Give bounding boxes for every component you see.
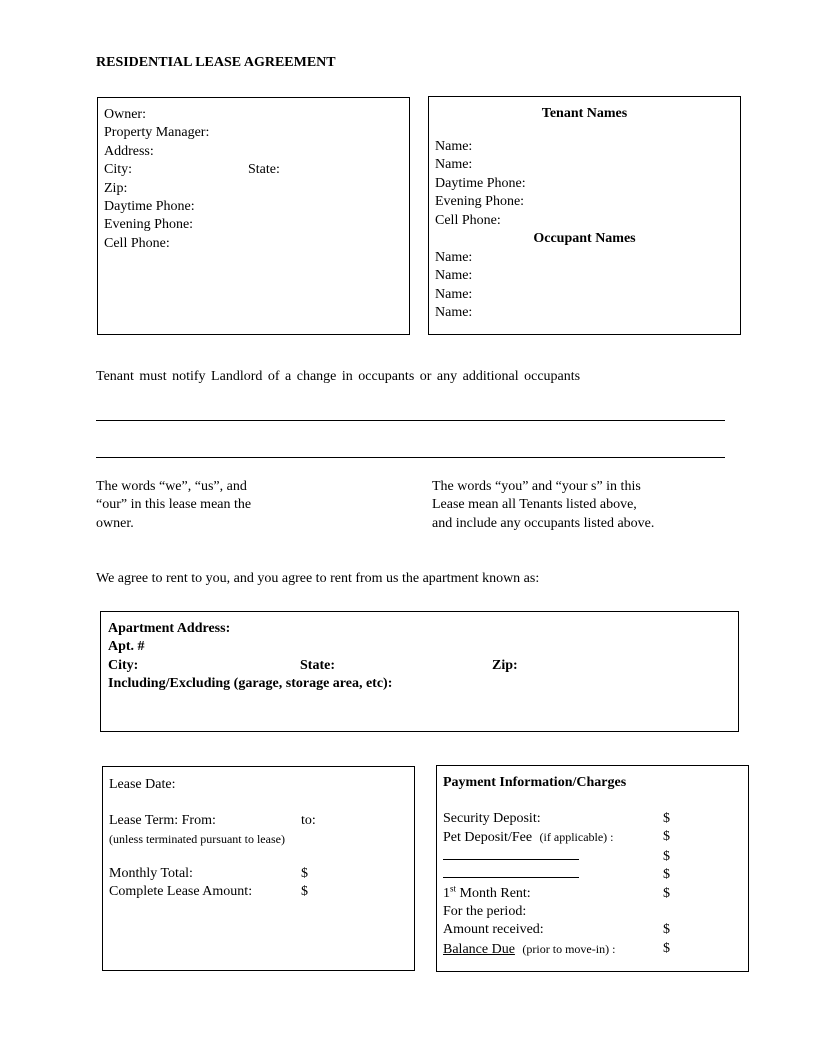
we-definition-line: The words “we”, “us”, and xyxy=(96,479,247,494)
other-charge-blank-2 xyxy=(443,866,579,878)
pet-deposit-label: Pet Deposit/Fee xyxy=(443,830,533,846)
occupant-change-line-2 xyxy=(96,457,725,458)
lease-terms-box xyxy=(102,766,415,971)
lease-term-from-label: Lease Term: From: xyxy=(109,813,216,829)
tenant-evening-phone-label: Evening Phone: xyxy=(435,194,525,210)
complete-lease-amount-dollar: $ xyxy=(301,884,308,900)
notify-text: Tenant must notify Landlord of a change in occupants or any additional occupants xyxy=(96,369,581,384)
monthly-total-dollar: $ xyxy=(301,865,308,881)
apartment-city-label: City: xyxy=(108,657,139,673)
pet-deposit-note: (if applicable) : xyxy=(539,830,614,845)
property-manager-label: Property Manager: xyxy=(104,125,210,141)
other-charge-dollar-1: $ xyxy=(663,848,670,864)
first-month-suffix: st xyxy=(450,882,457,893)
owner-info-box xyxy=(97,97,410,335)
occupant-name-label: Name: xyxy=(435,286,473,302)
you-definition xyxy=(432,478,654,533)
for-period-label: For the period: xyxy=(443,904,527,920)
balance-due-note: (prior to move-in) : xyxy=(522,941,616,956)
tenant-names-heading: Tenant Names xyxy=(541,106,628,121)
lease-term-to-label: to: xyxy=(301,813,316,829)
you-definition-line: The words “you” and “your s” in this xyxy=(432,479,641,494)
zip-label: Zip: xyxy=(104,180,128,196)
tenant-cell-phone-label: Cell Phone: xyxy=(435,212,501,228)
first-month-rent-dollar: $ xyxy=(663,885,670,901)
including-excluding-label: Including/Excluding (garage, storage area, etc): xyxy=(108,676,393,692)
balance-due-label: Balance Due xyxy=(443,941,515,957)
page-title: RESIDENTIAL LEASE AGREEMENT xyxy=(96,55,336,70)
balance-due-dollar: $ xyxy=(663,940,670,956)
monthly-total-label: Monthly Total: xyxy=(109,865,193,881)
first-month-rent-row xyxy=(443,882,743,903)
first-month-number: 1 xyxy=(443,885,450,901)
apt-number-label: Apt. # xyxy=(108,639,145,655)
other-charge-dollar-2: $ xyxy=(663,867,670,883)
daytime-phone-label: Daytime Phone: xyxy=(104,199,195,215)
lease-date-label: Lease Date: xyxy=(109,777,176,792)
address-label: Address: xyxy=(104,143,154,159)
agree-text: We agree to rent to you, and you agree to rent from us the apartment known as: xyxy=(96,571,540,586)
amount-received-label: Amount received: xyxy=(443,922,544,938)
occupant-names-heading: Occupant Names xyxy=(533,231,636,246)
security-deposit-dollar: $ xyxy=(663,811,670,826)
apartment-address-label: Apartment Address: xyxy=(108,621,231,636)
you-definition-line: Lease mean all Tenants listed above, xyxy=(432,497,637,513)
apartment-zip-label: Zip: xyxy=(492,657,518,673)
we-definition xyxy=(96,478,251,533)
payment-info-box xyxy=(436,765,749,972)
tenant-name-label: Name: xyxy=(435,139,473,154)
you-definition-line: and include any occupants listed above. xyxy=(432,515,655,531)
other-charge-blank-1 xyxy=(443,848,579,860)
pet-deposit-dollar: $ xyxy=(663,829,670,845)
amount-received-dollar: $ xyxy=(663,922,670,938)
occupant-name-label: Name: xyxy=(435,305,473,321)
tenant-daytime-phone-label: Daytime Phone: xyxy=(435,175,526,191)
unless-terminated-note: (unless terminated pursuant to lease) xyxy=(109,831,285,846)
we-definition-line: “our” in this lease mean the xyxy=(96,497,252,513)
complete-lease-amount-label: Complete Lease Amount: xyxy=(109,884,253,900)
payment-heading: Payment Information/Charges xyxy=(443,775,627,790)
occupant-name-label: Name: xyxy=(435,250,473,265)
occupant-change-line-1 xyxy=(96,420,725,421)
owner-label: Owner: xyxy=(104,107,146,122)
first-month-rent-label: Month Rent: xyxy=(456,885,531,901)
state-label: State: xyxy=(248,162,280,178)
city-label: City: xyxy=(104,162,133,178)
apartment-box xyxy=(100,611,739,732)
we-definition-line: owner. xyxy=(96,515,134,531)
tenant-name-label: Name: xyxy=(435,157,473,173)
security-deposit-label: Security Deposit: xyxy=(443,811,541,826)
tenant-info-box xyxy=(428,96,741,335)
occupant-name-label: Name: xyxy=(435,268,473,284)
cell-phone-label: Cell Phone: xyxy=(104,235,170,251)
apartment-state-label: State: xyxy=(300,657,335,673)
evening-phone-label: Evening Phone: xyxy=(104,217,194,233)
